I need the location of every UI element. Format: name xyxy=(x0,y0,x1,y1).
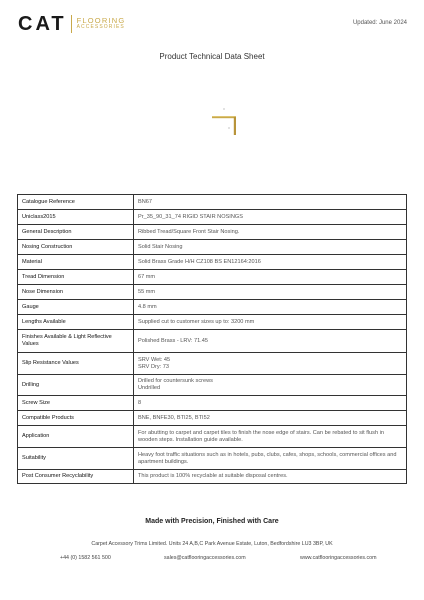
spec-value-cell xyxy=(134,270,407,285)
spec-key: Nose Dimension xyxy=(18,285,134,300)
spec-value-cell xyxy=(134,448,407,470)
spec-key: General Description xyxy=(18,225,134,240)
spec-key: Application xyxy=(18,426,134,448)
dimension-marker-top xyxy=(223,108,224,109)
spec-value: For abutting to carpet and carpet tiles to finish the nose edge of stairs. Can be rebated to sit flush in wooden steps. Installation guide available. xyxy=(138,429,384,443)
spec-value: 8 xyxy=(138,399,142,406)
spec-value: 67 mm xyxy=(138,273,156,280)
spec-row xyxy=(18,210,407,225)
spec-row xyxy=(18,396,407,411)
brand-subtitle xyxy=(77,17,126,31)
spec-row xyxy=(18,426,407,448)
spec-key: Catalogue Reference xyxy=(18,195,134,210)
spec-value-cell xyxy=(134,411,407,426)
spec-row xyxy=(18,470,407,484)
spec-value-cell xyxy=(134,225,407,240)
spec-value: Solid Stair Nosing xyxy=(138,243,183,250)
spec-value: BN67 xyxy=(138,198,152,205)
spec-key: Drilling xyxy=(18,375,134,396)
spec-value: SRV Wet: 45 xyxy=(138,356,171,363)
spec-value-cell xyxy=(134,353,407,375)
page-title: Product Technical Data Sheet xyxy=(159,52,265,61)
spec-value: 4.8 mm xyxy=(138,303,157,310)
spec-value: BNE, BNFE30, BTI25, BTI52 xyxy=(138,414,210,421)
spec-row xyxy=(18,270,407,285)
footer-email[interactable]: sales@catflooringaccessories.com xyxy=(164,555,246,561)
spec-value-cell xyxy=(134,195,407,210)
spec-value: Supplied cut to customer sizes up to: 3200 mm xyxy=(138,318,255,325)
spec-value: This product is 100% recyclable at suitable disposal centres. xyxy=(138,473,288,479)
spec-value-cell xyxy=(134,210,407,225)
spec-row xyxy=(18,353,407,375)
spec-value: Polished Brass - LRV: 71.45 xyxy=(138,337,208,344)
spec-value-cell xyxy=(134,285,407,300)
brand-name: CAT xyxy=(18,13,67,35)
brand-logo[interactable] xyxy=(18,14,125,34)
spec-row xyxy=(18,300,407,315)
spec-row xyxy=(18,411,407,426)
spec-value: SRV Dry: 73 xyxy=(138,363,169,370)
spec-row xyxy=(18,448,407,470)
spec-value-cell xyxy=(134,240,407,255)
spec-row xyxy=(18,330,407,353)
brand-sub-accessories: ACCESSORIES xyxy=(76,24,125,30)
footer-website[interactable]: www.catflooringaccessories.com xyxy=(300,555,377,561)
spec-key: Uniclass2015 xyxy=(18,210,134,225)
spec-key: Screw Size xyxy=(18,396,134,411)
logo-divider xyxy=(71,15,72,33)
spec-key: Compatible Products xyxy=(18,411,134,426)
spec-value-cell xyxy=(134,330,407,353)
spec-key: Suitability xyxy=(18,448,134,470)
spec-value: Ribbed Tread/Square Front Stair Nosing. xyxy=(138,228,240,235)
spec-value-cell xyxy=(134,255,407,270)
spec-row xyxy=(18,315,407,330)
spec-key: Gauge xyxy=(18,300,134,315)
spec-key: Slip Resistance Values xyxy=(18,353,134,375)
footer-address: Carpet Accessory Trims Limited. Units 24 A,B,C Park Avenue Estate, Luton, Bedfordshire LU3 3BP, UK xyxy=(91,541,333,547)
updated-date: Updated: June 2024 xyxy=(352,20,407,26)
brand-sub-flooring: FLOORING xyxy=(76,16,126,25)
spec-value: Drilled for countersunk screws xyxy=(138,378,213,384)
spec-key: Post Consumer Recyclability xyxy=(18,470,134,484)
spec-key: Lengths Available xyxy=(18,315,134,330)
spec-value: Pr_35_90_31_74 RIGID STAIR NOSINGS xyxy=(138,213,243,220)
dimension-marker-side xyxy=(228,127,229,128)
nosing-front-flange xyxy=(234,116,236,135)
spec-value-cell xyxy=(134,300,407,315)
spec-value-cell xyxy=(134,470,407,484)
spec-key: Nosing Construction xyxy=(18,240,134,255)
spec-row xyxy=(18,285,407,300)
nosing-highlight xyxy=(212,116,236,117)
spec-row xyxy=(18,225,407,240)
product-image xyxy=(180,92,250,152)
spec-value: Solid Brass Grade H/H CZ108 BS EN12164:2016 xyxy=(138,258,261,265)
spec-value: Undrilled xyxy=(138,385,161,391)
spec-row xyxy=(18,255,407,270)
spec-table xyxy=(17,194,407,484)
spec-key: Finishes Available & Light Reflective Values xyxy=(18,330,134,353)
header xyxy=(18,14,410,38)
spec-row xyxy=(18,375,407,396)
footer-phone[interactable]: +44 (0) 1582 561 500 xyxy=(60,555,111,561)
spec-value-cell xyxy=(134,426,407,448)
spec-value-cell xyxy=(134,396,407,411)
spec-value: 55 mm xyxy=(138,288,156,295)
spec-key: Tread Dimension xyxy=(18,270,134,285)
spec-row xyxy=(18,240,407,255)
spec-value-cell xyxy=(134,375,407,396)
spec-row xyxy=(18,195,407,210)
spec-value: Heavy foot traffic situations such as in hotels, pubs, clubs, cafes, shops, schools, commercial offices and apartment buildings. xyxy=(138,451,397,465)
spec-value-cell xyxy=(134,315,407,330)
footer-tagline: Made with Precision, Finished with Care xyxy=(145,518,279,525)
spec-key: Material xyxy=(18,255,134,270)
